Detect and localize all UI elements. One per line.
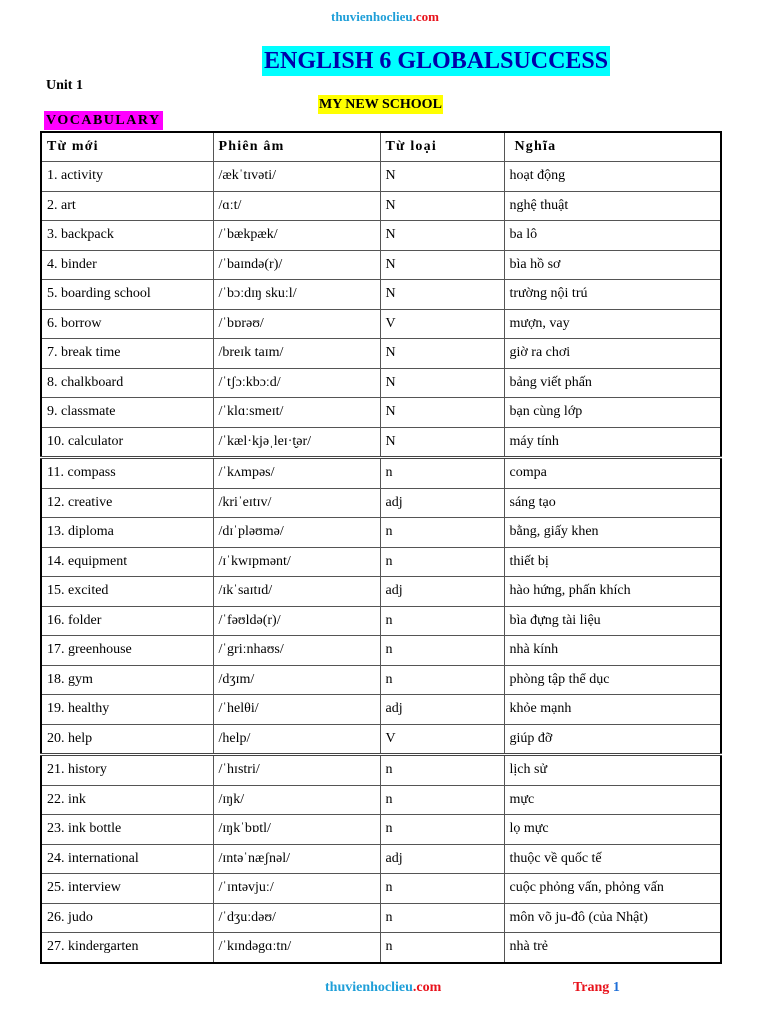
cell-meaning: compa xyxy=(504,458,721,489)
cell-word: 25. interview xyxy=(41,874,213,904)
cell-word-type: n xyxy=(380,874,504,904)
table-row xyxy=(41,280,721,310)
cell-meaning: khỏe mạnh xyxy=(504,695,721,725)
cell-meaning: mực xyxy=(504,785,721,815)
cell-word: 14. equipment xyxy=(41,547,213,577)
cell-word: 19. healthy xyxy=(41,695,213,725)
cell-word-type: n xyxy=(380,933,504,963)
cell-word-type: V xyxy=(380,724,504,755)
page-label: Trang xyxy=(573,980,610,995)
table-row xyxy=(41,518,721,548)
cell-word: 8. chalkboard xyxy=(41,368,213,398)
cell-word-type: adj xyxy=(380,488,504,518)
column-header-word-type: Từ loại xyxy=(380,132,504,162)
cell-word-type: n xyxy=(380,458,504,489)
cell-word: 12. creative xyxy=(41,488,213,518)
cell-word: 1. activity xyxy=(41,162,213,192)
cell-phonetic: /ˈhɪstri/ xyxy=(213,755,380,786)
cell-phonetic: /ˈbaɪndə(r)/ xyxy=(213,250,380,280)
cell-word-type: N xyxy=(380,280,504,310)
footer-site[interactable] xyxy=(325,980,441,996)
cell-meaning: mượn, vay xyxy=(504,309,721,339)
footer-site-name: thuvienhoclieu xyxy=(325,980,413,995)
cell-word-type: n xyxy=(380,636,504,666)
site-name: thuvienhoclieu xyxy=(331,9,413,24)
cell-word-type: V xyxy=(380,309,504,339)
table-row xyxy=(41,844,721,874)
table-row xyxy=(41,427,721,458)
section-label: VOCABULARY xyxy=(46,113,161,128)
cell-meaning: hào hứng, phấn khích xyxy=(504,577,721,607)
cell-phonetic: /kriˈeɪtɪv/ xyxy=(213,488,380,518)
cell-word: 7. break time xyxy=(41,339,213,369)
cell-word: 10. calculator xyxy=(41,427,213,458)
cell-word: 23. ink bottle xyxy=(41,815,213,845)
cell-phonetic: /ˈkɪndəgɑːtn/ xyxy=(213,933,380,963)
site-header[interactable] xyxy=(0,9,770,25)
cell-phonetic: /ɪˈkwɪpmənt/ xyxy=(213,547,380,577)
cell-meaning: bìa đựng tài liệu xyxy=(504,606,721,636)
cell-word: 3. backpack xyxy=(41,221,213,251)
cell-meaning: lọ mực xyxy=(504,815,721,845)
cell-meaning: giúp đỡ xyxy=(504,724,721,755)
cell-phonetic: /ɑːt/ xyxy=(213,191,380,221)
table-row xyxy=(41,458,721,489)
cell-phonetic: /ˈfəʊldə(r)/ xyxy=(213,606,380,636)
cell-phonetic: /ˈhelθi/ xyxy=(213,695,380,725)
cell-word-type: adj xyxy=(380,695,504,725)
cell-meaning: nhà kính xyxy=(504,636,721,666)
table-row xyxy=(41,755,721,786)
column-header-word: Từ mới xyxy=(41,132,213,162)
page-number xyxy=(573,980,620,996)
cell-phonetic: /ˈklɑːsmeɪt/ xyxy=(213,398,380,428)
cell-word: 18. gym xyxy=(41,665,213,695)
cell-phonetic: /ˈbækpæk/ xyxy=(213,221,380,251)
table-row xyxy=(41,695,721,725)
cell-phonetic: /ˈtʃɔːkbɔːd/ xyxy=(213,368,380,398)
cell-phonetic: /ɪkˈsaɪtɪd/ xyxy=(213,577,380,607)
unit-subtitle: MY NEW SCHOOL xyxy=(319,97,442,112)
cell-word-type: n xyxy=(380,903,504,933)
table-row xyxy=(41,933,721,963)
cell-phonetic: /ɪntəˈnæʃnəl/ xyxy=(213,844,380,874)
cell-phonetic: /ˈgriːnhaʊs/ xyxy=(213,636,380,666)
table-row xyxy=(41,874,721,904)
table-row xyxy=(41,724,721,755)
table-row xyxy=(41,577,721,607)
cell-word-type: N xyxy=(380,339,504,369)
cell-phonetic: /ækˈtɪvəti/ xyxy=(213,162,380,192)
table-body xyxy=(41,162,721,963)
footer-site-domain: .com xyxy=(412,980,442,995)
cell-phonetic: /ˈbɔːdɪŋ skuːl/ xyxy=(213,280,380,310)
cell-word-type: n xyxy=(380,755,504,786)
cell-word: 16. folder xyxy=(41,606,213,636)
table-row xyxy=(41,221,721,251)
cell-word-type: n xyxy=(380,815,504,845)
cell-meaning: sáng tạo xyxy=(504,488,721,518)
cell-meaning: cuộc phỏng vấn, phỏng vấn xyxy=(504,874,721,904)
table-row xyxy=(41,339,721,369)
cell-phonetic: /ˈdʒuːdəʊ/ xyxy=(213,903,380,933)
column-header-meaning: Nghĩa xyxy=(504,132,721,162)
vocabulary-table xyxy=(40,131,722,964)
cell-meaning: lịch sử xyxy=(504,755,721,786)
cell-word-type: adj xyxy=(380,577,504,607)
cell-word: 27. kindergarten xyxy=(41,933,213,963)
cell-phonetic: /ˈɪntəvjuː/ xyxy=(213,874,380,904)
cell-meaning: trường nội trú xyxy=(504,280,721,310)
table-row xyxy=(41,398,721,428)
cell-word: 24. international xyxy=(41,844,213,874)
cell-word-type: N xyxy=(380,368,504,398)
column-header-phonetic: Phiên âm xyxy=(213,132,380,162)
cell-word: 15. excited xyxy=(41,577,213,607)
page-number-value: 1 xyxy=(612,980,620,995)
cell-meaning: ba lô xyxy=(504,221,721,251)
cell-word-type: n xyxy=(380,785,504,815)
cell-phonetic: /ɪŋkˈbɒtl/ xyxy=(213,815,380,845)
cell-meaning: môn võ ju-đô (của Nhật) xyxy=(504,903,721,933)
cell-word: 20. help xyxy=(41,724,213,755)
table-row xyxy=(41,162,721,192)
table-row xyxy=(41,636,721,666)
cell-phonetic: /help/ xyxy=(213,724,380,755)
cell-phonetic: /ˈbɒrəʊ/ xyxy=(213,309,380,339)
cell-word-type: n xyxy=(380,606,504,636)
cell-word: 5. boarding school xyxy=(41,280,213,310)
cell-meaning: thuộc về quốc tế xyxy=(504,844,721,874)
unit-label: Unit 1 xyxy=(46,78,83,93)
table-row xyxy=(41,547,721,577)
table-row xyxy=(41,309,721,339)
cell-meaning: nghệ thuật xyxy=(504,191,721,221)
table-row xyxy=(41,191,721,221)
cell-word: 17. greenhouse xyxy=(41,636,213,666)
cell-word: 22. ink xyxy=(41,785,213,815)
cell-meaning: bạn cùng lớp xyxy=(504,398,721,428)
cell-word: 9. classmate xyxy=(41,398,213,428)
table-row xyxy=(41,368,721,398)
cell-phonetic: /ˈkæl·kjəˌleɪ·t̬ər/ xyxy=(213,427,380,458)
cell-meaning: máy tính xyxy=(504,427,721,458)
cell-meaning: bảng viết phấn xyxy=(504,368,721,398)
cell-meaning: hoạt động xyxy=(504,162,721,192)
cell-word-type: N xyxy=(380,398,504,428)
cell-word: 13. diploma xyxy=(41,518,213,548)
site-domain: .com xyxy=(412,9,439,24)
cell-word-type: n xyxy=(380,518,504,548)
cell-word: 11. compass xyxy=(41,458,213,489)
table-row xyxy=(41,903,721,933)
cell-word-type: N xyxy=(380,162,504,192)
cell-word: 6. borrow xyxy=(41,309,213,339)
cell-word: 26. judo xyxy=(41,903,213,933)
cell-word-type: n xyxy=(380,665,504,695)
cell-phonetic: /dɪˈpləʊmə/ xyxy=(213,518,380,548)
table-row xyxy=(41,250,721,280)
table-row xyxy=(41,606,721,636)
cell-phonetic: /breɪk taɪm/ xyxy=(213,339,380,369)
cell-word-type: N xyxy=(380,250,504,280)
cell-word: 4. binder xyxy=(41,250,213,280)
cell-word-type: N xyxy=(380,221,504,251)
cell-word-type: N xyxy=(380,427,504,458)
cell-phonetic: /dʒɪm/ xyxy=(213,665,380,695)
cell-meaning: bằng, giấy khen xyxy=(504,518,721,548)
cell-phonetic: /ɪŋk/ xyxy=(213,785,380,815)
cell-word-type: adj xyxy=(380,844,504,874)
cell-meaning: thiết bị xyxy=(504,547,721,577)
cell-meaning: phòng tập thể dục xyxy=(504,665,721,695)
cell-meaning: nhà trẻ xyxy=(504,933,721,963)
cell-meaning: giờ ra chơi xyxy=(504,339,721,369)
table-row xyxy=(41,665,721,695)
cell-phonetic: /ˈkʌmpəs/ xyxy=(213,458,380,489)
table-header-row xyxy=(41,132,721,162)
table-row xyxy=(41,488,721,518)
cell-word-type: n xyxy=(380,547,504,577)
cell-word: 2. art xyxy=(41,191,213,221)
cell-word: 21. history xyxy=(41,755,213,786)
table-row xyxy=(41,785,721,815)
page-title: ENGLISH 6 GLOBALSUCCESS xyxy=(264,48,609,74)
cell-word-type: N xyxy=(380,191,504,221)
cell-meaning: bìa hồ sơ xyxy=(504,250,721,280)
table-row xyxy=(41,815,721,845)
